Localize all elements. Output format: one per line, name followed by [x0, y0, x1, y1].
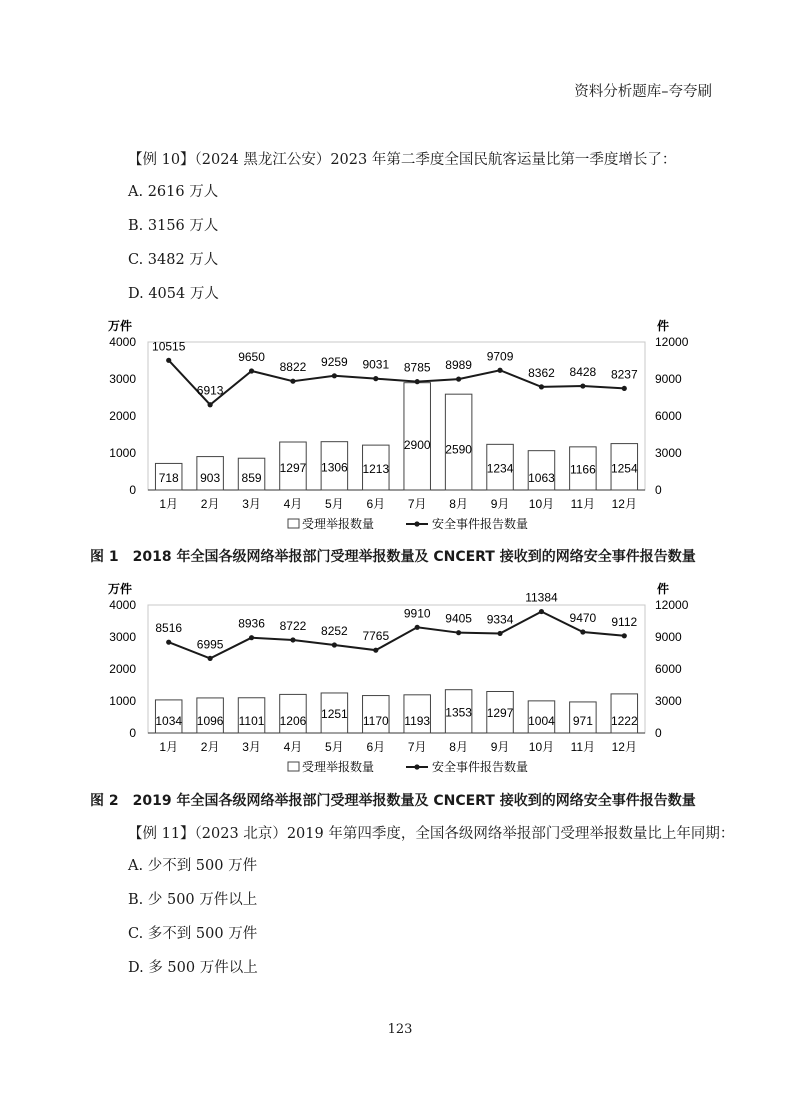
x-tick-label: 2月 [200, 740, 220, 754]
line-point [166, 358, 171, 363]
x-tick-label: 5月 [325, 740, 344, 754]
line-point [332, 373, 337, 378]
bar-value-label: 1170 [362, 714, 389, 728]
q10-option-c: C. 3482 万人 [128, 252, 219, 268]
left-tick-label: 4000 [109, 335, 136, 349]
line-value-label: 11384 [525, 590, 558, 605]
line-point [290, 637, 295, 642]
line-point [580, 629, 585, 634]
line-value-label: 8362 [528, 365, 555, 380]
question-10: 【例 10】（2024 黑龙江公安）2023 年第二季度全国民航客运量比第一季度增长了： [128, 152, 677, 168]
left-tick-label: 1000 [109, 446, 136, 460]
x-tick-label: 3月 [242, 740, 261, 754]
line-value-label: 9650 [238, 349, 265, 364]
line-point [497, 631, 502, 636]
q11-option-d: D. 多 500 万件以上 [128, 960, 258, 976]
legend-bar-label: 受理举报数量 [302, 517, 375, 531]
bar-value-label: 1306 [321, 460, 348, 475]
line-value-label: 10515 [152, 339, 186, 354]
right-tick-label: 0 [655, 726, 662, 740]
x-tick-label: 12月 [611, 497, 637, 511]
q11-option-c: C. 多不到 500 万件 [128, 926, 258, 942]
bar-value-label: 1251 [321, 706, 348, 721]
line-point [622, 633, 627, 638]
line-value-label: 9709 [486, 349, 514, 364]
x-tick-label: 11月 [570, 740, 596, 754]
right-tick-label: 9000 [655, 630, 682, 644]
bar-value-label: 2900 [403, 438, 431, 453]
line-value-label: 7765 [362, 629, 390, 644]
line-value-label: 9470 [569, 610, 597, 625]
bar-value-label: 1297 [486, 706, 514, 721]
right-axis-title: 件 [657, 319, 670, 333]
x-tick-label: 8月 [449, 740, 468, 754]
left-tick-label: 4000 [109, 598, 136, 612]
line-value-label: 8936 [238, 616, 265, 631]
left-axis-title: 万件 [108, 582, 133, 596]
right-tick-label: 12000 [655, 598, 689, 612]
left-axis-title: 万件 [108, 319, 133, 333]
x-tick-label: 7月 [407, 497, 427, 511]
q10-option-b: B. 3156 万人 [128, 218, 219, 234]
legend-bar-label: 受理举报数量 [302, 760, 375, 774]
page-header: 资料分析题库–夸夸刷 [574, 84, 712, 100]
bar-value-label: 718 [158, 471, 179, 485]
x-tick-label: 8月 [449, 497, 468, 511]
right-tick-label: 9000 [655, 372, 682, 386]
right-tick-label: 3000 [655, 694, 682, 708]
bar-value-label: 1222 [610, 714, 638, 728]
right-tick-label: 3000 [655, 446, 682, 460]
x-tick-label: 3月 [242, 497, 261, 511]
line-value-label: 8722 [279, 618, 307, 633]
bar-value-label: 2590 [445, 442, 472, 457]
bar-value-label: 1034 [155, 714, 183, 728]
right-tick-label: 0 [655, 483, 662, 497]
line-point [249, 368, 254, 373]
line-point [497, 368, 502, 373]
figure-1-chart [0, 305, 800, 545]
x-tick-label: 1月 [159, 497, 179, 511]
line-point [332, 642, 337, 647]
line-point [373, 648, 378, 653]
line-point [290, 379, 295, 384]
line-point [208, 402, 213, 407]
line-point [415, 379, 420, 384]
q11-option-a: A. 少不到 500 万件 [128, 858, 258, 874]
right-axis-title: 件 [657, 582, 670, 596]
legend-line-label: 安全事件报告数量 [432, 517, 529, 531]
x-tick-label: 9月 [490, 740, 510, 754]
left-tick-label: 2000 [109, 409, 136, 423]
bar-value-label: 1353 [445, 705, 472, 720]
figure-2-caption: 图 2 2019 年全国各级网络举报部门受理举报数量及 CNCERT 接收到的网络安全事件报告数量 [90, 793, 696, 809]
bar-value-label: 1213 [362, 461, 390, 476]
line-point [415, 625, 420, 630]
bar [404, 383, 431, 490]
left-tick-label: 2000 [109, 662, 136, 676]
line-point [580, 383, 585, 388]
left-tick-label: 3000 [109, 372, 136, 386]
left-tick-label: 3000 [109, 630, 136, 644]
x-tick-label: 6月 [366, 497, 386, 511]
x-tick-label: 4月 [283, 497, 303, 511]
x-tick-label: 5月 [325, 497, 344, 511]
line-value-label: 9112 [611, 614, 638, 629]
line-value-label: 8516 [155, 621, 183, 636]
left-tick-label: 0 [129, 726, 136, 740]
bar-value-label: 903 [200, 471, 221, 485]
bar-value-label: 1193 [404, 714, 431, 728]
legend-line-label: 安全事件报告数量 [432, 760, 529, 774]
line-value-label: 6995 [196, 637, 224, 652]
line-point [249, 635, 254, 640]
legend-bar-swatch [288, 762, 299, 771]
bar-value-label: 1254 [610, 461, 638, 476]
bar-value-label: 1101 [238, 714, 265, 728]
line-value-label: 9405 [445, 611, 472, 626]
line-value-label: 6913 [196, 383, 224, 398]
bar-value-label: 1166 [569, 462, 596, 477]
bar-value-label: 1096 [196, 714, 224, 728]
x-tick-label: 6月 [366, 740, 386, 754]
x-tick-label: 12月 [611, 740, 637, 754]
right-tick-label: 6000 [655, 662, 682, 676]
x-tick-label: 11月 [570, 497, 596, 511]
line-point [166, 640, 171, 645]
legend-bar-swatch [288, 519, 299, 528]
line-value-label: 8785 [403, 360, 431, 375]
line-value-label: 8237 [610, 367, 638, 382]
line-point [622, 386, 627, 391]
bar-value-label: 1206 [279, 714, 307, 728]
line-value-label: 9334 [486, 612, 514, 627]
bar-value-label: 1004 [528, 714, 555, 728]
legend-line-marker [414, 521, 419, 526]
line-value-label: 8822 [279, 360, 307, 375]
bar-value-label: 1063 [528, 471, 555, 485]
x-tick-label: 10月 [528, 740, 555, 754]
x-tick-label: 7月 [407, 740, 427, 754]
right-tick-label: 12000 [655, 335, 689, 349]
x-tick-label: 4月 [283, 740, 303, 754]
line-point [456, 630, 461, 635]
right-tick-label: 6000 [655, 409, 682, 423]
bar-value-label: 1297 [279, 460, 307, 475]
x-tick-label: 2月 [200, 497, 220, 511]
bar-value-label: 1234 [486, 461, 514, 476]
q11-option-b: B. 少 500 万件以上 [128, 892, 258, 908]
line-point [373, 376, 378, 381]
line-series [169, 357, 625, 404]
line-value-label: 9910 [403, 606, 431, 621]
figure-2-chart [0, 575, 800, 790]
line-series [169, 612, 625, 659]
line-point [539, 384, 544, 389]
bar-value-label: 971 [572, 714, 593, 728]
x-tick-label: 10月 [528, 497, 555, 511]
line-value-label: 9031 [362, 357, 390, 372]
left-tick-label: 1000 [109, 694, 136, 708]
question-11: 【例 11】（2023 北京）2019 年第四季度，全国各级网络举报部门受理举报数量比上年同期： [128, 826, 735, 842]
line-value-label: 8989 [445, 358, 472, 373]
x-tick-label: 1月 [159, 740, 179, 754]
line-point [539, 609, 544, 614]
legend-line-marker [414, 764, 419, 769]
bar-value-label: 859 [241, 471, 262, 485]
x-tick-label: 9月 [490, 497, 510, 511]
line-value-label: 9259 [321, 354, 348, 369]
q10-option-a: A. 2616 万人 [128, 184, 219, 200]
line-point [208, 656, 213, 661]
page-number: 123 [387, 1022, 413, 1037]
q10-option-d: D. 4054 万人 [128, 286, 219, 302]
line-value-label: 8252 [321, 623, 348, 638]
figure-1-caption: 图 1 2018 年全国各级网络举报部门受理举报数量及 CNCERT 接收到的网络安全事件报告数量 [90, 549, 696, 565]
line-point [456, 377, 461, 382]
left-tick-label: 0 [129, 483, 136, 497]
line-value-label: 8428 [569, 365, 597, 380]
